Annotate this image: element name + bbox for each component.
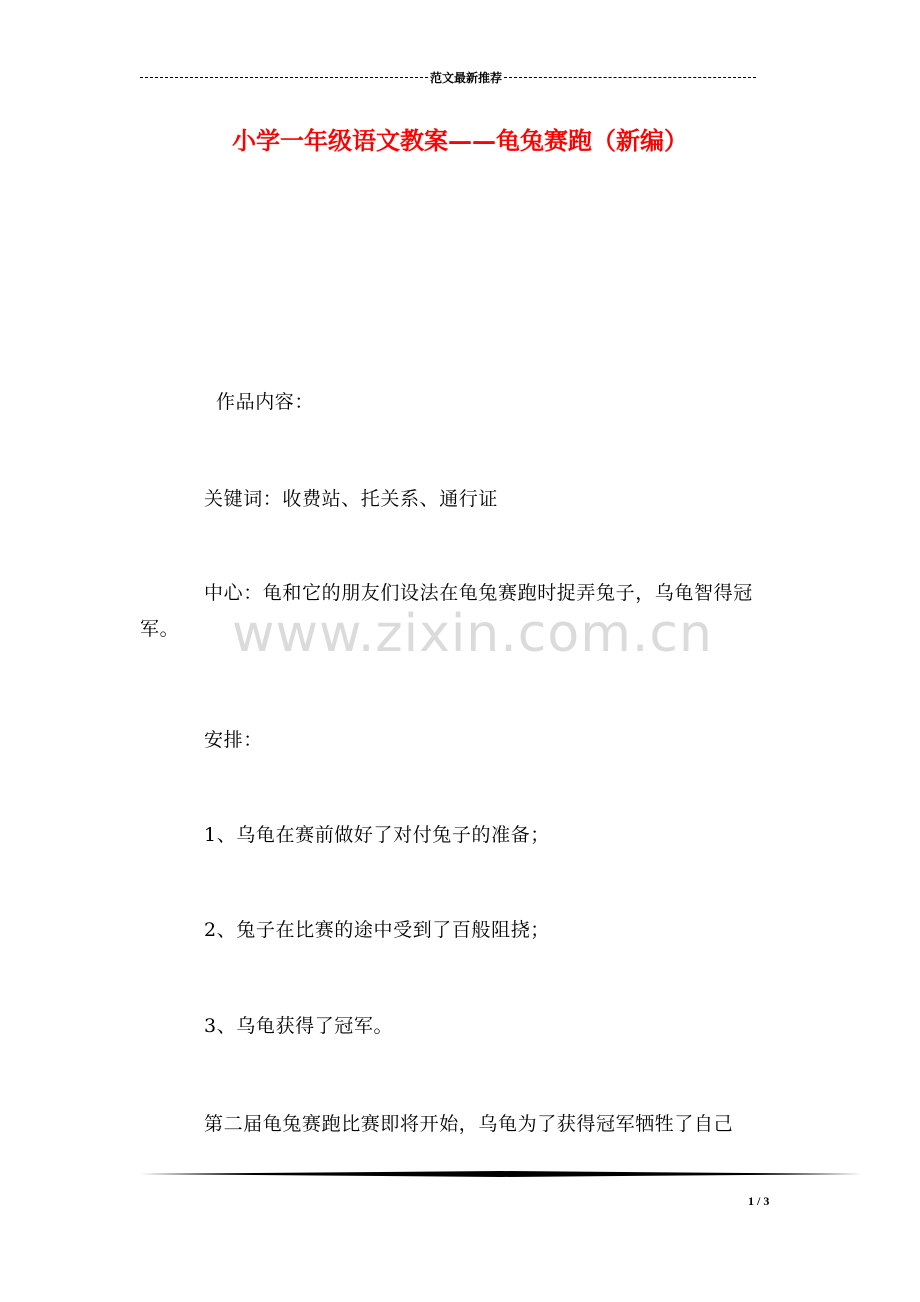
paragraph-keywords: 关键词：收费站、托关系、通行证 <box>204 488 499 510</box>
document-title: 小学一年级语文教案——龟兔赛跑（新编） <box>232 126 688 155</box>
list-item-2: 2、兔子在比赛的途中受到了百般阻挠； <box>204 919 550 941</box>
footer-divider <box>140 1171 862 1177</box>
paragraph-story-start: 第二届龟兔赛跑比赛即将开始，乌龟为了获得冠军牺牲了自己 <box>204 1113 734 1135</box>
paragraph-arrangement-label: 安排： <box>204 729 263 751</box>
page-number: 1 / 3 <box>748 1194 770 1208</box>
header-banner <box>140 70 780 85</box>
watermark: www.zixin.com.cn <box>232 604 713 664</box>
header-dash-right <box>504 77 756 78</box>
paragraph-content-label: 作品内容： <box>216 391 315 413</box>
paragraph-center-idea: 中心：龟和它的朋友们设法在龟兔赛跑时捉弄兔子，乌龟智得冠军。 <box>140 582 753 640</box>
list-item-3: 3、乌龟获得了冠军。 <box>204 1015 394 1037</box>
header-dash-left <box>140 77 428 78</box>
header-label: 范文最新推荐 <box>430 70 503 85</box>
list-item-1: 1、乌龟在赛前做好了对付兔子的准备； <box>204 824 550 846</box>
